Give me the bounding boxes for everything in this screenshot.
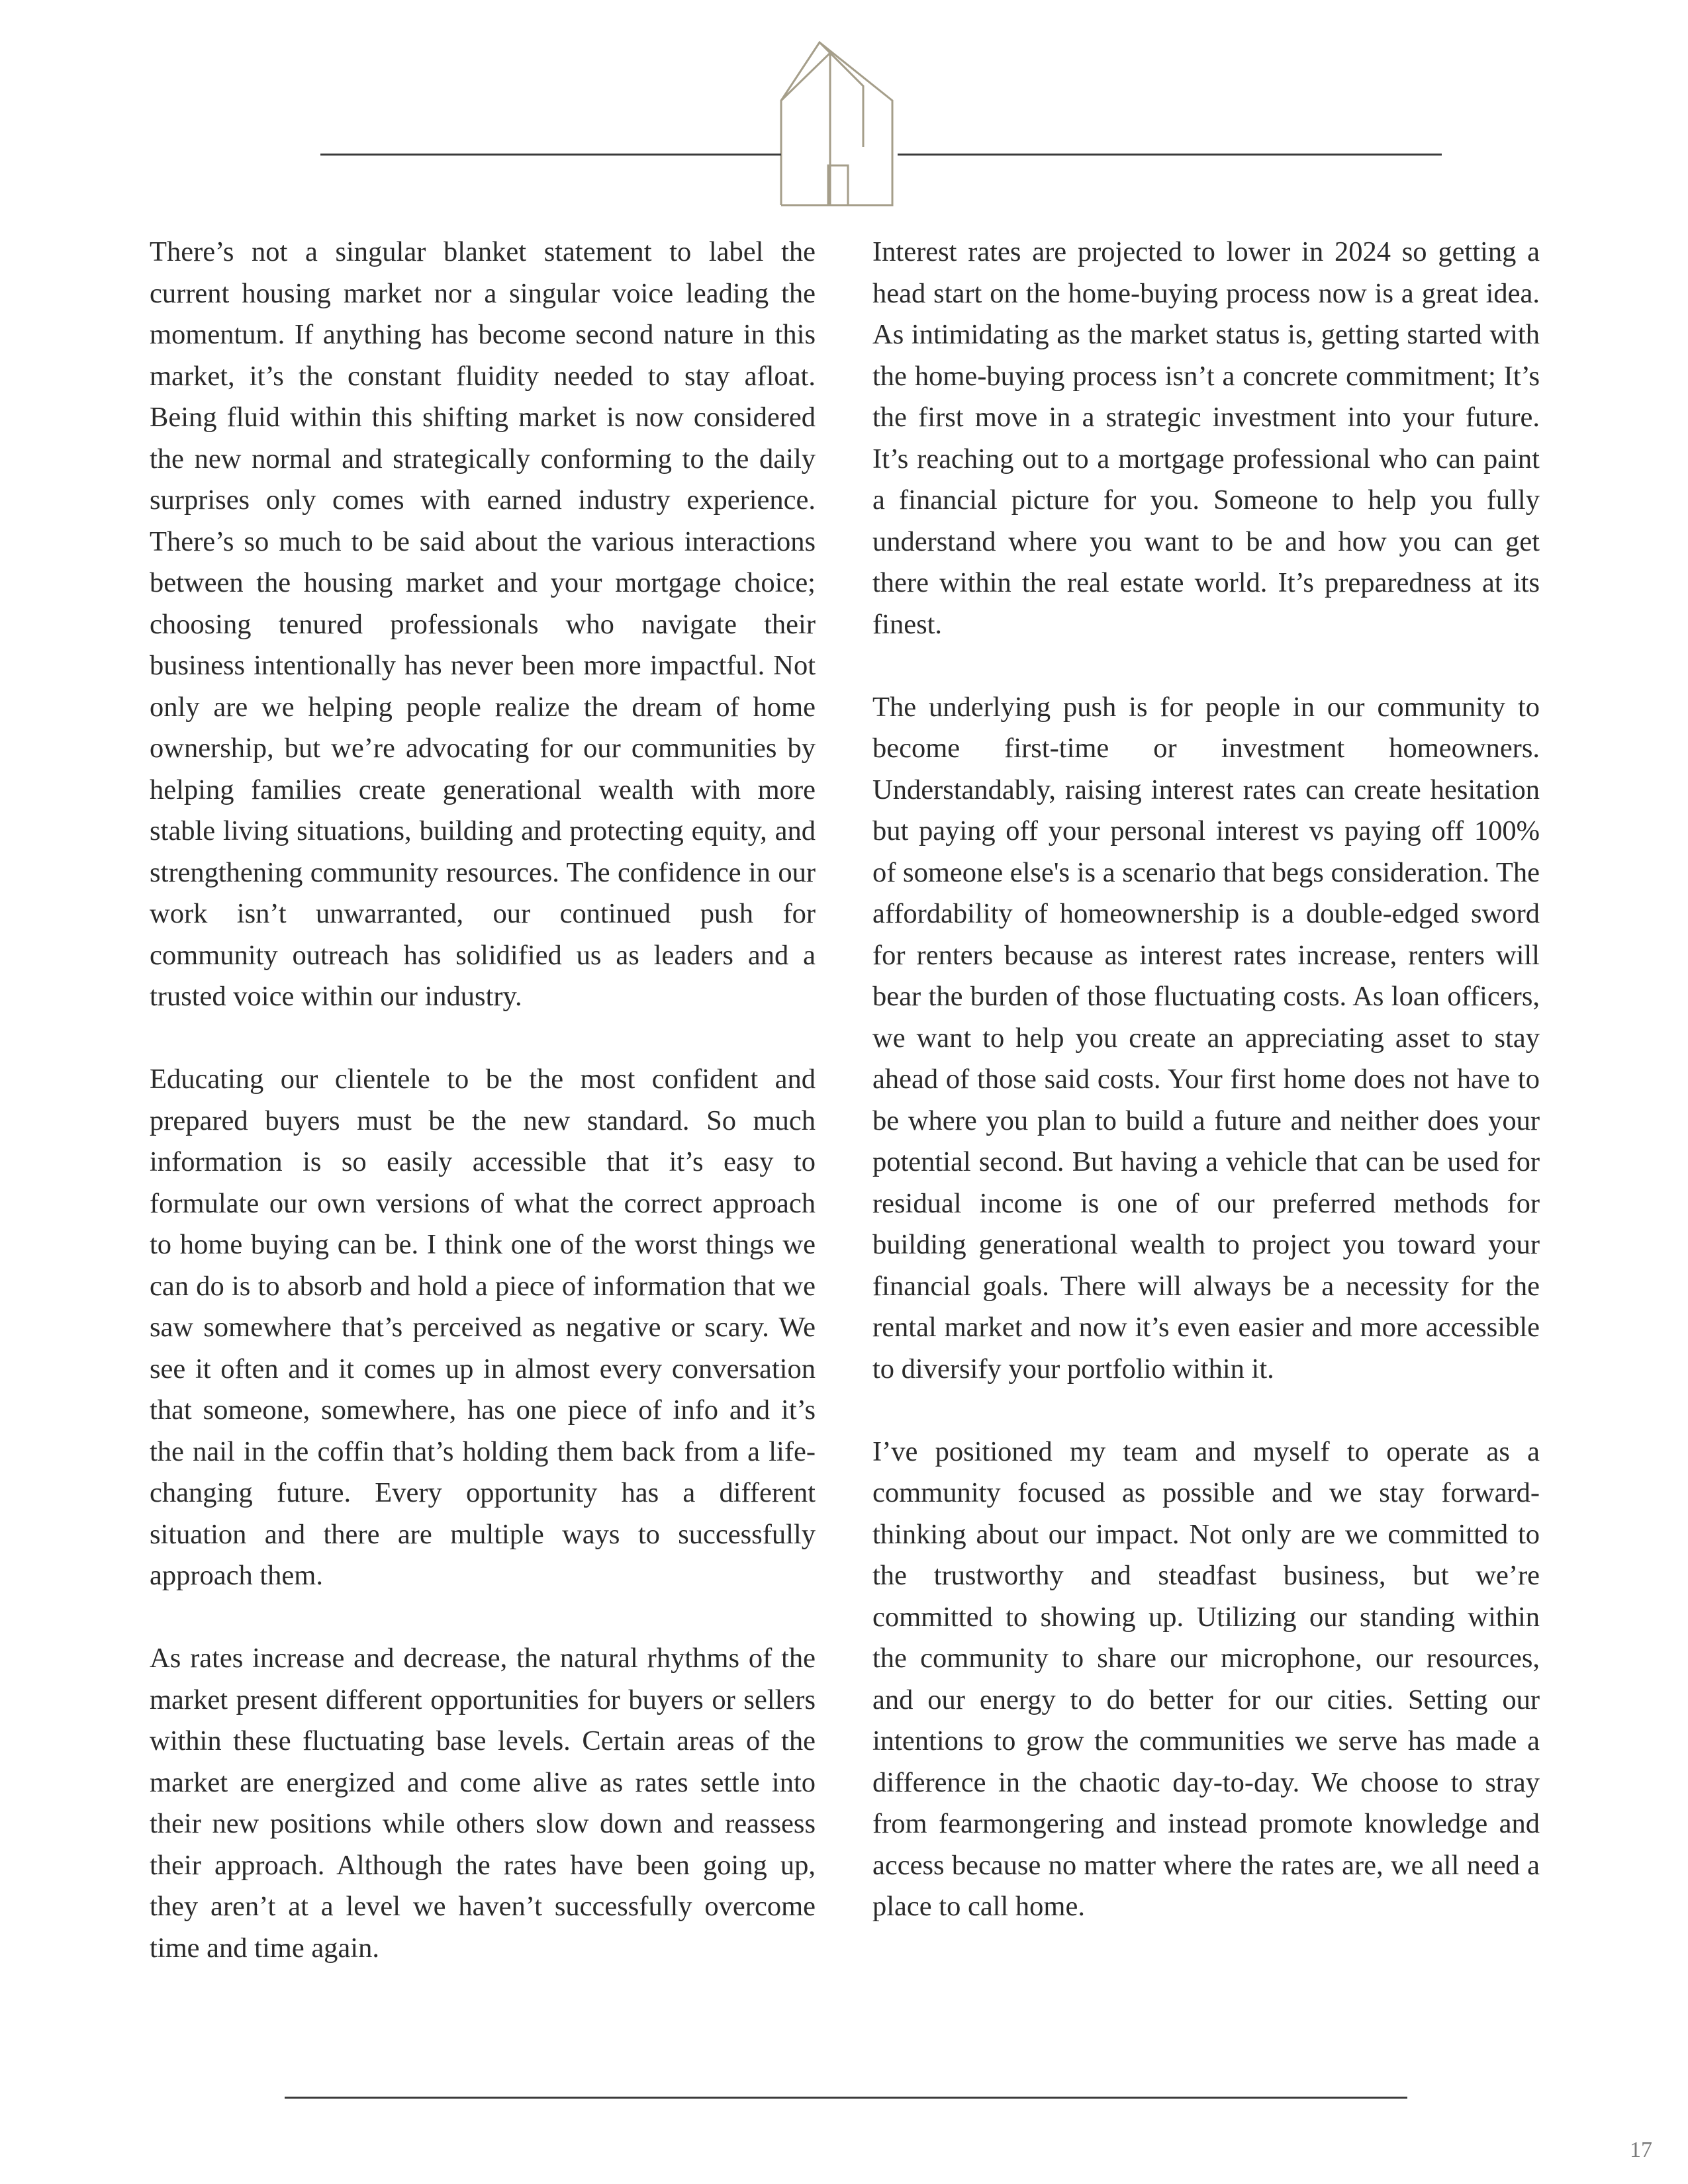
right-paragraph-1: Interest rates are projected to lower in 2024 so getting a head start on the home-buying process now is a great idea. As intimidating as the market status is, getting started with the home-buying process isn’t a concrete commitment; It’s the first move in a strategic investment into your future. It’s reaching out to a mortgage professional who can paint a financial picture for you. Someone to help you fully understand where you want to be and how you can get there within the real estate world. It’s preparedness at its finest. [872, 236, 1540, 640]
right-paragraph-3: I’ve positioned my team and myself to operate as a community focused as possible and we stay forward-thinking about our impact. Not only are we committed to the trustworthy and steadfast business, but we’re committed to showing up. Utilizing our standing within the community to share our microphone, our resources, and our energy to do better for our cities. Setting our intentions to grow the communities we serve has made a difference in the chaotic day-to-day. We choose to stray from fearmongering and instead promote knowledge and access because no matter where the rates are, we all need a place to call home. [872, 1435, 1540, 1922]
header-rule-right [898, 154, 1442, 156]
page-number: 17 [1630, 2138, 1652, 2162]
left-paragraph-3: As rates increase and decrease, the natural rhythms of the market present different opportunities for buyers or sellers within these fluctuating base levels. Certain areas of the market are energized and come alive as rates settle into their new positions while others slow down and reassess their approach. Although the rates have been going up, they aren’t at a level we haven’t successfully overcome time and time again. [150, 1643, 816, 1964]
left-column [150, 232, 816, 1969]
header-rule-left [320, 154, 781, 156]
right-column [872, 232, 1540, 1928]
right-paragraph-2: The underlying push is for people in our community to become first-time or investment homeowners. Understandably, raising interest rates can create hesitation but paying off your personal interest vs paying off 100% of someone else's is a scenario that begs consideration. The affordability of homeownership is a double-edged sword for renters because as interest rates increase, renters will bear the burden of those fluctuating costs. As loan officers, we want to help you create an appreciating asset to stay ahead of those said costs. Your first home does not have to be where you plan to build a future and neither does your potential second. But having a vehicle that can be used for residual income is one of our preferred methods for building generational wealth to project you toward your financial goals. There will always be a necessity for the rental market and now it’s even easier and more accessible to diversify your portfolio within it. [872, 691, 1540, 1385]
house-outline-icon [780, 41, 899, 206]
left-paragraph-2: Educating our clientele to be the most confident and prepared buyers must be the new standard. So much information is so easily accessible that it’s easy to formulate our own versions of what the correct approach to home buying can be. I think one of the worst things we can do is to absorb and hold a piece of information that we saw somewhere that’s perceived as negative or scary. We see it often and it comes up in almost every conversation that someone, somewhere, has one piece of info and it’s the nail in the coffin that’s holding them back from a life-changing future. Every opportunity has a different situation and there are multiple ways to successfully approach them. [150, 1064, 816, 1591]
footer-rule [285, 2097, 1407, 2099]
left-paragraph-1: There’s not a singular blanket statement to label the current housing market nor a singular voice leading the momentum. If anything has become second nature in this market, it’s the constant fluidity needed to stay afloat. Being fluid within this shifting market is now considered the new normal and strategically conforming to the daily surprises only comes with earned industry experience. There’s so much to be said about the various interactions between the housing market and your mortgage choice; choosing tenured professionals who navigate their business intentionally has never been more impactful. Not only are we helping people realize the dream of home ownership, but we’re advocating for our communities by helping families create generational wealth with more stable living situations, building and protecting equity, and strengthening community resources. The confidence in our work isn’t unwarranted, our continued push for community outreach has solidified us as leaders and a trusted voice within our industry. [150, 236, 816, 1012]
